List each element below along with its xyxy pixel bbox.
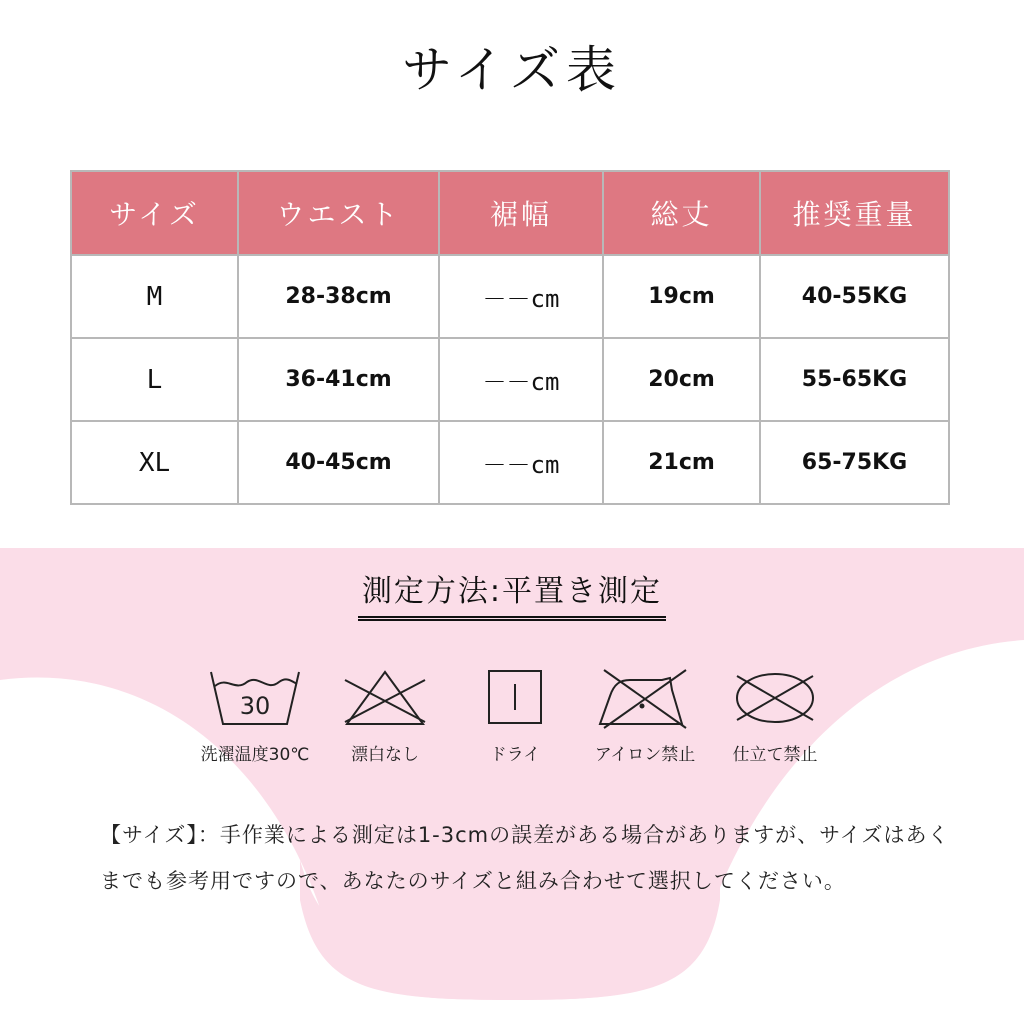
weight-cell: 65-75KG [760, 421, 949, 504]
waist-cell: 28-38cm [238, 255, 439, 338]
header-recommended-weight: 推奨重量 [760, 171, 949, 255]
hem-width-cell: －－cm [439, 421, 603, 504]
table-header-row [71, 171, 949, 255]
care-label: 洗濯温度30℃ [200, 745, 310, 765]
hem-width-cell: －－cm [439, 255, 603, 338]
length-cell: 19cm [603, 255, 760, 338]
care-item-wash [190, 666, 320, 765]
care-symbols [190, 666, 840, 776]
size-cell: XL [71, 421, 238, 504]
size-note: 【サイズ】：手作業による測定は1-3cmの誤差がある場合がありますが、サイズはあくまでも参考用ですので、あなたのサイズと組み合わせて選択してください。 [100, 823, 950, 893]
care-item-bleach [320, 666, 450, 765]
measurement-method [0, 566, 1024, 621]
care-item-iron [580, 666, 710, 765]
size-table [70, 170, 950, 505]
care-label: アイロン禁止 [594, 745, 696, 765]
wash-temp-number: 30 [239, 692, 271, 720]
no-iron-icon [590, 666, 700, 730]
no-tumble-dry-icon [725, 666, 825, 730]
table-row [71, 338, 949, 421]
no-bleach-icon [335, 666, 435, 730]
header-size: サイズ [71, 171, 238, 255]
header-total-length: 総丈 [603, 171, 760, 255]
table-row [71, 255, 949, 338]
weight-cell: 40-55KG [760, 255, 949, 338]
care-label: 仕立て禁止 [732, 745, 818, 765]
waist-cell: 40-45cm [238, 421, 439, 504]
hem-width-cell: －－cm [439, 338, 603, 421]
table-row [71, 421, 949, 504]
waist-cell: 36-41cm [238, 338, 439, 421]
care-item-dry [450, 666, 580, 765]
length-cell: 20cm [603, 338, 760, 421]
size-cell: L [71, 338, 238, 421]
weight-cell: 55-65KG [760, 338, 949, 421]
measurement-method-label: 測定方法:平置き測定 [358, 566, 666, 621]
length-cell: 21cm [603, 421, 760, 504]
header-waist: ウエスト [238, 171, 439, 255]
dry-icon [465, 666, 565, 730]
header-hem-width: 裾幅 [439, 171, 603, 255]
page-title: サイズ表 [402, 41, 622, 99]
care-item-tumble [710, 666, 840, 765]
wash-30-icon [205, 666, 305, 730]
care-label: 漂白なし [351, 745, 419, 765]
care-label: ドライ [489, 745, 541, 765]
size-cell: M [71, 255, 238, 338]
